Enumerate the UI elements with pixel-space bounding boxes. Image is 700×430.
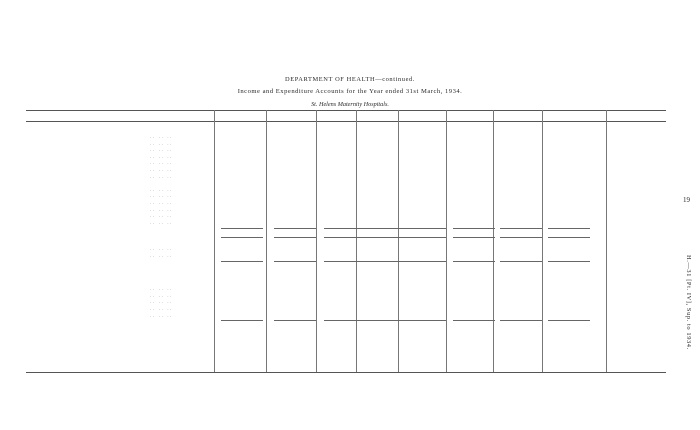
sum-rule: [364, 320, 406, 321]
leader-dots: .. .. ..: [150, 160, 174, 166]
sum-rule: [453, 228, 495, 229]
leader-dots: .. .. ..: [150, 153, 174, 159]
sum-rule: [453, 237, 495, 238]
table-header-rule: [26, 121, 666, 122]
sum-rule: [548, 237, 590, 238]
sum-rule: [274, 228, 316, 229]
accounts-heading: Income and Expenditure Accounts for the Year ended 31st March, 1934.: [237, 88, 463, 95]
sum-rule: [453, 320, 495, 321]
leader-dots: .. .. ..: [150, 219, 174, 225]
leader-dots: .. .. ..: [150, 173, 174, 179]
document-reference: H.—31 [Pt. IV], Sup. to 1934.: [685, 255, 692, 350]
column-divider: [446, 110, 447, 372]
leader-dots: .. .. ..: [150, 206, 174, 212]
leader-dots: .. .. ..: [150, 292, 174, 298]
leader-dots: .. .. ..: [150, 253, 174, 258]
leader-dots: .. .. ..: [150, 200, 174, 205]
sum-rule: [404, 228, 446, 229]
leader-dots: .. .. ..: [150, 246, 174, 252]
leader-dots: .. .. ..: [150, 167, 174, 172]
column-divider: [214, 110, 215, 372]
sum-rule: [500, 228, 542, 229]
column-divider: [493, 110, 494, 372]
column-divider: [606, 110, 607, 372]
sum-rule: [404, 237, 446, 238]
sum-rule: [221, 261, 263, 262]
sum-rule: [221, 320, 263, 321]
sum-rule: [548, 228, 590, 229]
page-number: 19: [683, 196, 690, 204]
sum-rule: [404, 320, 446, 321]
leader-dots: .. .. ..: [150, 193, 174, 199]
sum-rule: [404, 261, 446, 262]
sum-rule: [221, 237, 263, 238]
column-divider: [542, 110, 543, 372]
sum-rule: [500, 320, 542, 321]
sum-rule: [364, 237, 406, 238]
column-divider: [356, 110, 357, 372]
leader-dots: .. .. ..: [150, 134, 174, 139]
sum-rule: [453, 261, 495, 262]
column-divider: [398, 110, 399, 372]
sum-rule: [274, 237, 316, 238]
sum-rule: [500, 237, 542, 238]
sum-rule: [548, 261, 590, 262]
sum-rule: [274, 261, 316, 262]
leader-dots: .. .. ..: [150, 213, 174, 219]
sum-rule: [324, 261, 366, 262]
table-bottom-rule: [26, 372, 666, 373]
column-divider: [316, 110, 317, 372]
department-heading: DEPARTMENT OF HEALTH—continued.: [285, 76, 415, 83]
sum-rule: [364, 261, 406, 262]
table-top-rule: [26, 110, 666, 111]
sum-rule: [548, 320, 590, 321]
sum-rule: [500, 261, 542, 262]
sum-rule: [324, 228, 366, 229]
hospital-heading: St. Helens Maternity Hospitals.: [311, 101, 389, 108]
sum-rule: [324, 237, 366, 238]
leader-dots: .. .. ..: [150, 186, 174, 192]
leader-dots: .. .. ..: [150, 312, 174, 318]
leader-dots: .. .. ..: [150, 140, 174, 146]
sum-rule: [364, 228, 406, 229]
leader-dots: .. .. ..: [150, 299, 174, 305]
leader-dots: .. .. ..: [150, 306, 174, 311]
column-divider: [266, 110, 267, 372]
sum-rule: [274, 320, 316, 321]
leader-dots: .. .. ..: [150, 286, 174, 292]
sum-rule: [221, 228, 263, 229]
sum-rule: [324, 320, 366, 321]
leader-dots: .. .. ..: [150, 147, 174, 153]
